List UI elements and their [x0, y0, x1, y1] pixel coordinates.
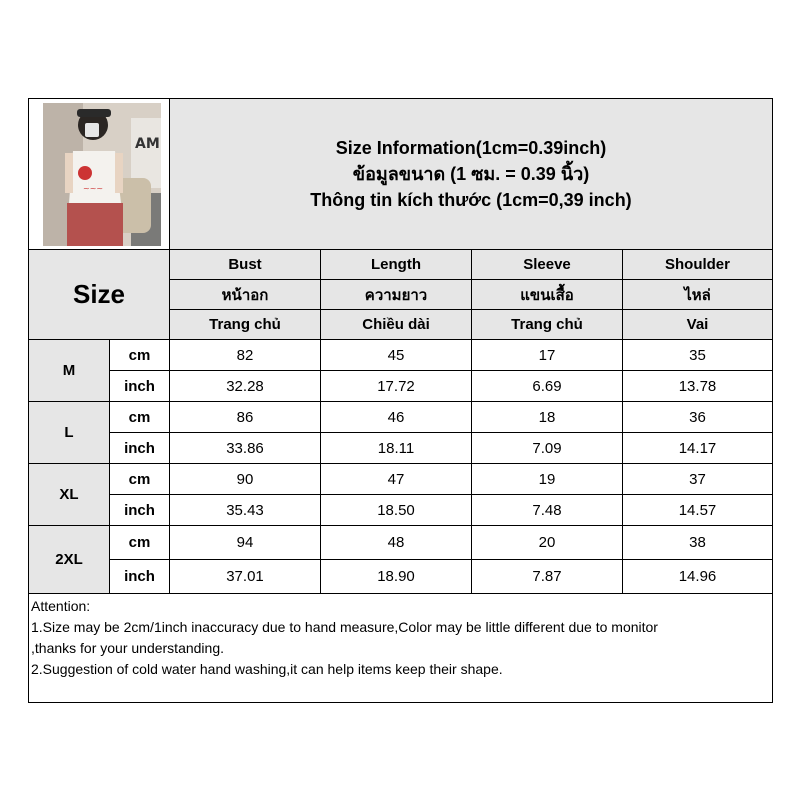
size-xl-label: XL [29, 463, 109, 525]
value-cell: 90 [169, 463, 320, 494]
value-cell: 37.01 [169, 559, 320, 593]
col-sleeve-th: แขนเสื้อ [471, 279, 622, 309]
size-info-title-th: ข้อมูลขนาด (1 ซม. = 0.39 นิ้ว) [352, 164, 590, 184]
value-cell: 36 [622, 401, 772, 432]
value-cell: 86 [169, 401, 320, 432]
value-cell: 19 [471, 463, 622, 494]
col-bust-vi: Trang chủ [169, 309, 320, 339]
value-cell: 14.96 [622, 559, 772, 593]
size-info-header [170, 99, 772, 249]
col-shoulder-en: Shoulder [622, 249, 772, 279]
table-bottom-rule [29, 593, 772, 594]
value-cell: 35.43 [169, 494, 320, 525]
svg-text:AM: AM [135, 136, 160, 152]
unit-label: inch [109, 494, 169, 525]
unit-label: cm [109, 525, 169, 559]
attention-line-2: ,thanks for your understanding. [31, 640, 225, 656]
unit-label: cm [109, 463, 169, 494]
size-info-title-vi: Thông tin kích thước (1cm=0,39 inch) [310, 190, 632, 210]
value-cell: 38 [622, 525, 772, 559]
unit-label: inch [109, 370, 169, 401]
value-cell: 17 [471, 339, 622, 370]
value-cell: 37 [622, 463, 772, 494]
value-cell: 45 [320, 339, 471, 370]
attention-line-1: 1.Size may be 2cm/1inch inaccuracy due to hand measure,Color may be little different due to monitor [31, 619, 658, 635]
col-shoulder-th: ไหล่ [622, 279, 772, 309]
col-bust-en: Bust [169, 249, 320, 279]
unit-label: cm [109, 339, 169, 370]
size-m-label: M [29, 339, 109, 401]
unit-label: cm [109, 401, 169, 432]
value-cell: 46 [320, 401, 471, 432]
value-cell: 13.78 [622, 370, 772, 401]
col-sleeve-vi: Trang chủ [471, 309, 622, 339]
value-cell: 7.48 [471, 494, 622, 525]
value-cell: 82 [169, 339, 320, 370]
value-cell: 47 [320, 463, 471, 494]
value-cell: 48 [320, 525, 471, 559]
size-l-label: L [29, 401, 109, 463]
col-length-en: Length [320, 249, 471, 279]
col-length-vi: Chiều dài [320, 309, 471, 339]
size-info-title-en: Size Information(1cm=0.39inch) [335, 138, 607, 158]
value-cell: 32.28 [169, 370, 320, 401]
col-bust-th: หน้าอก [169, 279, 320, 309]
unit-label: inch [109, 559, 169, 593]
value-cell: 20 [471, 525, 622, 559]
value-cell: 14.17 [622, 432, 772, 463]
value-cell: 7.87 [471, 559, 622, 593]
col-sleeve-en: Sleeve [471, 249, 622, 279]
size-2xl-label: 2XL [29, 525, 109, 593]
unit-label: inch [109, 432, 169, 463]
value-cell: 14.57 [622, 494, 772, 525]
value-cell: 33.86 [169, 432, 320, 463]
value-cell: 17.72 [320, 370, 471, 401]
col-length-th: ความยาว [320, 279, 471, 309]
value-cell: 18.90 [320, 559, 471, 593]
size-column-header: Size [29, 249, 169, 339]
product-photo [43, 103, 161, 246]
value-cell: 18.11 [320, 432, 471, 463]
value-cell: 6.69 [471, 370, 622, 401]
value-cell: 18 [471, 401, 622, 432]
svg-text:~~~: ~~~ [83, 184, 104, 193]
value-cell: 18.50 [320, 494, 471, 525]
size-chart [28, 98, 773, 703]
value-cell: 7.09 [471, 432, 622, 463]
value-cell: 94 [169, 525, 320, 559]
col-shoulder-vi: Vai [622, 309, 772, 339]
attention-line-3: 2.Suggestion of cold water hand washing,it can help items keep their shape. [31, 661, 503, 677]
attention-title: Attention: [31, 598, 91, 614]
value-cell: 35 [622, 339, 772, 370]
attention-notes [31, 596, 770, 680]
model-image [43, 103, 161, 246]
